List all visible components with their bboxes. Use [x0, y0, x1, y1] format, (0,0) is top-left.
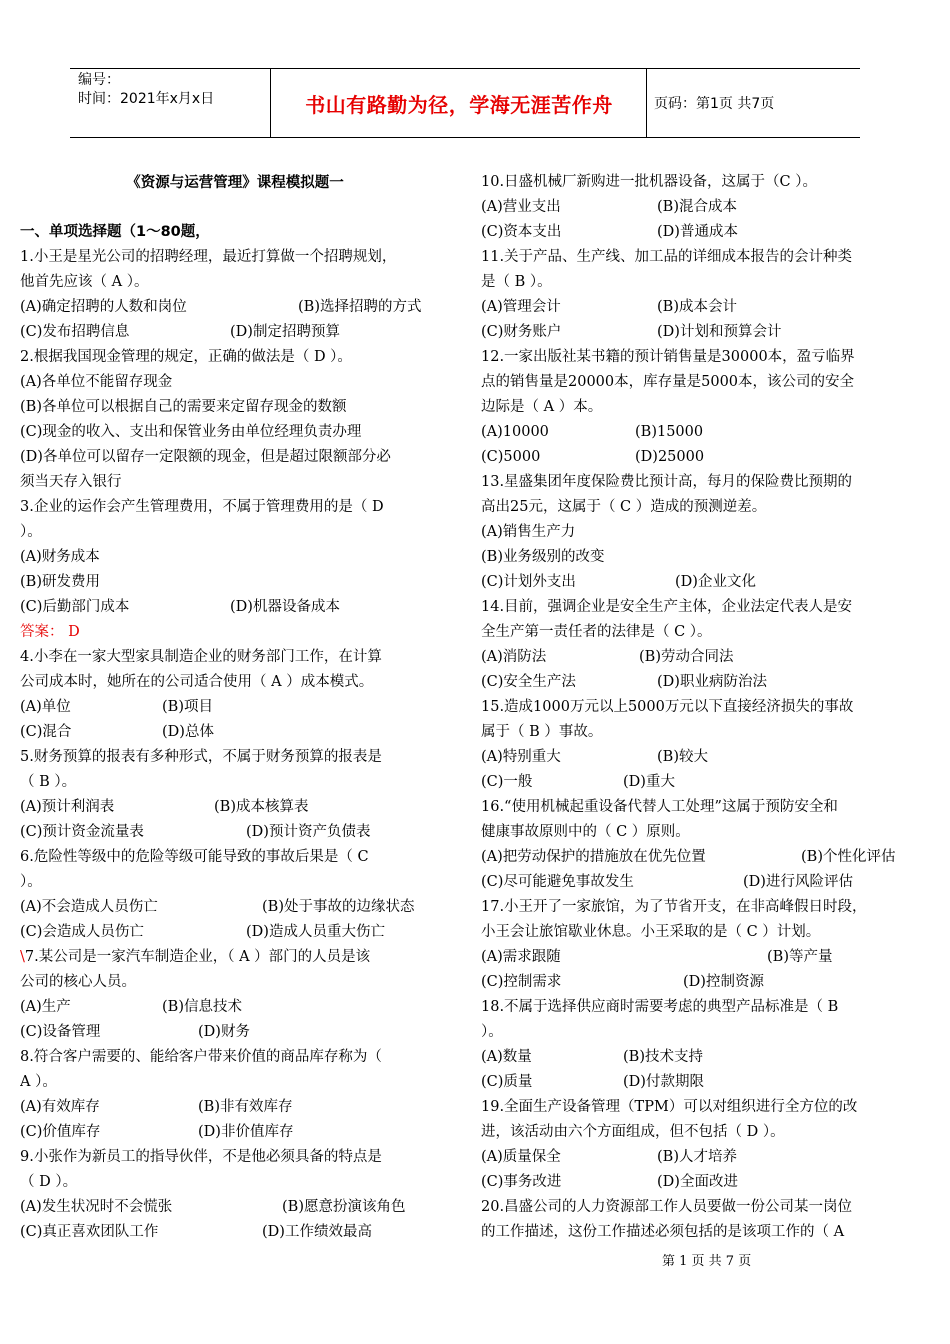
option: (A)把劳动保护的措施放在优先位置: [481, 849, 706, 865]
question-text: 13.星盛集团年度保险费比预计高，每月的保险费比预期的: [481, 474, 853, 490]
option: (A)消防法: [481, 649, 547, 665]
header-divider: [270, 69, 271, 137]
option: (C)质量: [481, 1074, 533, 1090]
left-column: [20, 170, 450, 1245]
option: (B)项目: [162, 699, 213, 715]
option: (A)有效库存: [20, 1099, 100, 1115]
question-text: 公司的核心人员。: [20, 974, 136, 990]
option: (B)15000: [635, 424, 704, 440]
question-text: 他首先应该（ A ）。: [20, 274, 149, 290]
options-row: [20, 595, 450, 620]
options-row: [481, 220, 913, 245]
option: (C)价值库存: [20, 1124, 101, 1140]
question-text: 公司成本时，她所在的公司适合使用（ A ）成本模式。: [20, 674, 374, 690]
option: (B)个性化评估: [801, 849, 896, 865]
option: (C)一般: [481, 774, 533, 790]
option: (C)后勤部门成本: [20, 599, 130, 615]
option: (D)各单位可以留存一定限额的现金，但是超过限额部分必: [20, 449, 391, 465]
doc-number: 编号：: [78, 72, 120, 88]
option: (B)非有效库存: [198, 1099, 293, 1115]
option: (C)控制需求: [481, 974, 562, 990]
options-row: [20, 820, 450, 845]
options-row: [481, 420, 913, 445]
doc-title: 《资源与运营管理》课程模拟题一: [126, 174, 344, 191]
option: (B)劳动合同法: [639, 649, 734, 665]
question-text: 11.关于产品、生产线、加工品的详细成本报告的会计种类: [481, 249, 853, 265]
option: (C)设备管理: [20, 1024, 101, 1040]
question-text: 5.财务预算的报表有多种形式，不属于财务预算的报表是: [20, 749, 382, 765]
option: (B)信息技术: [162, 999, 242, 1015]
question-text: ）。: [481, 1024, 503, 1040]
option: (C)预计资金流量表: [20, 824, 144, 840]
option: (C)真正喜欢团队工作: [20, 1224, 159, 1240]
options-row: [20, 1195, 450, 1220]
options-row: [481, 970, 913, 995]
option: (C)发布招聘信息: [20, 324, 130, 340]
question-text: 16.“使用机械起重设备代替人工处理”这属于预防安全和: [481, 799, 838, 815]
option: (D)付款期限: [623, 1074, 704, 1090]
question-text: 9.小张作为新员工的指导伙伴，不是他必须具备的特点是: [20, 1149, 382, 1165]
options-row: [481, 670, 913, 695]
option: (A)销售生产力: [481, 524, 576, 540]
question-text: 3.企业的运作会产生管理费用，不属于管理费用的是（ D: [20, 499, 384, 515]
option: (D)25000: [635, 449, 705, 465]
option: (B)各单位可以根据自己的需要来定留存现金的数额: [20, 399, 347, 415]
question-text: ）。: [20, 874, 42, 890]
question-text: 19.全面生产设备管理（TPM）可以对组织进行全方位的改: [481, 1099, 858, 1115]
option: (D)普通成本: [657, 224, 738, 240]
option: (A)不会造成人员伤亡: [20, 899, 158, 915]
options-row: [481, 645, 913, 670]
option: (A)10000: [481, 424, 549, 440]
question-text: 进，该活动由六个方面组成，但不包括（ D ）。: [481, 1124, 785, 1140]
option: (D)工作绩效最高: [262, 1224, 372, 1240]
option: (C)尽可能避免事故发生: [481, 874, 634, 890]
question-text: 4.小李在一家大型家具制造企业的财务部门工作，在计算: [20, 649, 382, 665]
options-row: [481, 945, 913, 970]
question-text: （ D ）。: [20, 1174, 78, 1190]
question-text: [20, 945, 450, 970]
doc-time: 时间：2021年x月x日: [78, 91, 215, 107]
option: (A)营业支出: [481, 199, 561, 215]
option: (C)安全生产法: [481, 674, 576, 690]
option: (D)财务: [198, 1024, 250, 1040]
options-row: [481, 320, 913, 345]
question-text: 20.昌盛公司的人力资源部工作人员要做一份公司某一岗位: [481, 1199, 853, 1215]
options-row: [481, 570, 913, 595]
option: (A)预计利润表: [20, 799, 115, 815]
option: (A)财务成本: [20, 549, 100, 565]
option: (D)控制资源: [683, 974, 764, 990]
question-text: 的工作描述，这份工作描述必须包括的是该项工作的（ A: [481, 1224, 845, 1240]
option: (B)等产量: [767, 949, 833, 965]
options-row: [481, 195, 913, 220]
options-row: [20, 695, 450, 720]
option: (D)造成人员重大伤亡: [246, 924, 385, 940]
question-text: 属于（ B ）事故。: [481, 724, 603, 740]
page-header: [70, 68, 860, 138]
options-row: [20, 720, 450, 745]
option: (C)资本支出: [481, 224, 562, 240]
option: (A)管理会计: [481, 299, 561, 315]
option: (C)事务改进: [481, 1174, 562, 1190]
option: (B)业务级别的改变: [481, 549, 605, 565]
option: (C)财务账户: [481, 324, 562, 340]
options-row: [481, 1045, 913, 1070]
option: (A)发生状况时不会慌张: [20, 1199, 173, 1215]
option: (B)愿意扮演该角色: [282, 1199, 406, 1215]
option: (B)较大: [657, 749, 708, 765]
option: (D)全面改进: [657, 1174, 738, 1190]
option: (A)单位: [20, 699, 71, 715]
options-row: [20, 1020, 450, 1045]
option: (C)混合: [20, 724, 72, 740]
option: (A)各单位不能留存现金: [20, 374, 173, 390]
question-text: A ）。: [20, 1074, 57, 1090]
option: (B)成本会计: [657, 299, 737, 315]
question-text: 12.一家出版社某书籍的预计销售量是30000本，盈亏临界: [481, 349, 855, 365]
option: (D)预计资产负债表: [246, 824, 371, 840]
options-row: [20, 295, 450, 320]
option: (D)进行风险评估: [743, 874, 853, 890]
right-column: [481, 170, 913, 1245]
option: (D)机器设备成本: [230, 599, 340, 615]
options-row: [20, 895, 450, 920]
question-text: 1.小王是星光公司的招聘经理，最近打算做一个招聘规划，: [20, 249, 397, 265]
option: (A)生产: [20, 999, 71, 1015]
options-row: [481, 295, 913, 320]
options-row: [20, 795, 450, 820]
question-text: 17.小王开了一家旅馆，为了节省开支，在非高峰假日时段，: [481, 899, 867, 915]
option: (B)处于事故的边缘状态: [262, 899, 415, 915]
question-text: 点的销售量是20000本，库存量是5000本，该公司的安全: [481, 374, 855, 390]
header-motto: 书山有路勤为径，学海无涯苦作舟: [305, 93, 613, 117]
question-text-body: 7.某公司是一家汽车制造企业，（ A ）部门的人员是该: [24, 949, 371, 965]
question-text: 18.不属于选择供应商时需要考虑的典型产品标准是（ B: [481, 999, 839, 1015]
page-footer: 第 1 页 共 7 页: [662, 1254, 752, 1269]
question-text: 是（ B ）。: [481, 274, 552, 290]
answer-text: 答案： D: [20, 624, 80, 640]
option: (B)技术支持: [623, 1049, 703, 1065]
options-row: [481, 770, 913, 795]
option: (D)企业文化: [675, 574, 756, 590]
option: (A)需求跟随: [481, 949, 561, 965]
question-text: 15.造成1000万元以上5000万元以下直接经济损失的事故: [481, 699, 854, 715]
question-text: 14.目前，强调企业是安全生产主体，企业法定代表人是安: [481, 599, 853, 615]
options-row: [481, 445, 913, 470]
option: (C)现金的收入、支出和保管业务由单位经理负责办理: [20, 424, 362, 440]
options-row: [20, 995, 450, 1020]
edit-mark: \: [20, 949, 25, 965]
header-page-info: 页码：第1页 共7页: [654, 96, 775, 112]
header-meta: [78, 71, 214, 109]
option: (D)非价值库存: [198, 1124, 294, 1140]
option: (B)成本核算表: [214, 799, 309, 815]
option: (D)计划和预算会计: [657, 324, 782, 340]
options-row: [20, 1095, 450, 1120]
options-row: [20, 320, 450, 345]
section-heading: 一、单项选择题（1～80题，: [20, 224, 210, 240]
option: (A)确定招聘的人数和岗位: [20, 299, 187, 315]
options-row: [481, 845, 913, 870]
question-text: 10.日盛机械厂新购进一批机器设备，这属于（C ）。: [481, 174, 818, 190]
question-text: 全生产第一责任者的法律是（ C ）。: [481, 624, 712, 640]
option: (D)制定招聘预算: [230, 324, 340, 340]
option: (C)会造成人员伤亡: [20, 924, 144, 940]
options-row: [481, 1145, 913, 1170]
option: (D)总体: [162, 724, 214, 740]
option: 须当天存入银行: [20, 474, 122, 490]
options-row: [481, 745, 913, 770]
options-row: [20, 1120, 450, 1145]
question-text: 6.危险性等级中的危险等级可能导致的事故后果是（ C: [20, 849, 369, 865]
question-text: 高出25元，这属于（ C ）造成的预测逆差。: [481, 499, 767, 515]
option: (A)特别重大: [481, 749, 561, 765]
question-text: 边际是（ A ）本。: [481, 399, 603, 415]
question-text: 8.符合客户需要的、能给客户带来价值的商品库存称为（: [20, 1049, 382, 1065]
question-text: 健康事故原则中的（ C ）原则。: [481, 824, 690, 840]
option: (C)5000: [481, 449, 541, 465]
option: (B)人才培养: [657, 1149, 737, 1165]
question-text: ）。: [20, 524, 42, 540]
options-row: [481, 870, 913, 895]
option: (B)混合成本: [657, 199, 737, 215]
question-text: 2.根据我国现金管理的规定，正确的做法是（ D ）。: [20, 349, 352, 365]
option: (B)研发费用: [20, 574, 100, 590]
header-divider: [646, 69, 647, 137]
option: (C)计划外支出: [481, 574, 576, 590]
option: (B)选择招聘的方式: [298, 299, 422, 315]
options-row: [20, 1220, 450, 1245]
options-row: [481, 1170, 913, 1195]
option: (A)数量: [481, 1049, 532, 1065]
option: (D)重大: [623, 774, 675, 790]
options-row: [20, 920, 450, 945]
option: (A)质量保全: [481, 1149, 561, 1165]
options-row: [481, 1070, 913, 1095]
option: (D)职业病防治法: [657, 674, 767, 690]
question-text: 小王会让旅馆歇业休息。小王采取的是（ C ）计划。: [481, 924, 821, 940]
question-text: （ B ）。: [20, 774, 77, 790]
